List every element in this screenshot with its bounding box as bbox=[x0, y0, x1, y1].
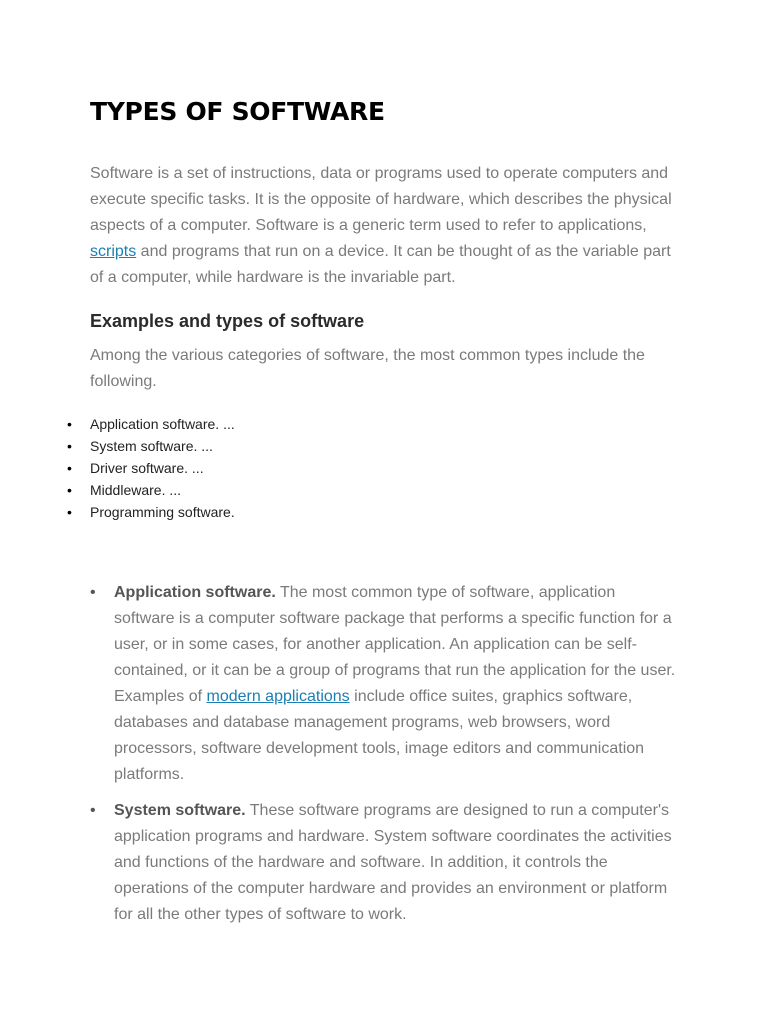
list-item bbox=[0, 479, 235, 501]
intro-paragraph bbox=[90, 161, 680, 291]
bullet-icon: • bbox=[90, 802, 96, 819]
bullet-icon: • bbox=[67, 504, 72, 520]
detail-text: These software programs are designed to run a computer's application programs and hardware. System software coordinates the activities and functions of the hardware and software. In addition, it controls the operations of the computer hardware and provides an environment or platform for all the other types of software to work. bbox=[114, 802, 672, 923]
detail-item-system-software bbox=[0, 798, 680, 928]
bullet-icon: • bbox=[67, 416, 72, 432]
section-heading: Examples and types of software bbox=[90, 311, 365, 331]
intro-text-after: and programs that run on a device. It can be thought of as the variable part of a computer, while hardware is the invariable part. bbox=[90, 243, 671, 286]
bullet-icon: • bbox=[67, 482, 72, 498]
bullet-icon: • bbox=[67, 438, 72, 454]
list-item-label: Application software. ... bbox=[90, 416, 235, 432]
list-item bbox=[0, 457, 235, 479]
intro-text-before: Software is a set of instructions, data or programs used to operate computers and execute specific tasks. It is the opposite of hardware, which describes the physical aspects of a computer. Software is a generic term used to refer to applications, bbox=[90, 165, 672, 234]
software-types-list bbox=[0, 413, 235, 523]
detail-text-before: The most common type of software, application software is a computer software package that performs a specific function for a user, or in some cases, for another application. An application can be self-contained, or it can be a group of programs that run the application for the user. Examples of bbox=[114, 584, 676, 705]
detail-item-application-software bbox=[0, 580, 680, 788]
software-details-list bbox=[0, 580, 680, 938]
bullet-icon: • bbox=[67, 460, 72, 476]
detail-term: System software. bbox=[114, 802, 246, 819]
list-item bbox=[0, 413, 235, 435]
scripts-link[interactable]: scripts bbox=[90, 243, 137, 260]
list-item-label: System software. ... bbox=[90, 438, 213, 454]
list-item-label: Programming software. bbox=[90, 504, 235, 520]
modern-applications-link[interactable]: modern applications bbox=[206, 688, 350, 705]
detail-term: Application software. bbox=[114, 584, 276, 601]
list-item-label: Middleware. ... bbox=[90, 482, 182, 498]
detail-text-after: include office suites, graphics software, databases and database management programs, web browsers, word processors, software development tools, image editors and communication platforms. bbox=[114, 688, 645, 783]
page-title: TYPES OF SOFTWARE bbox=[90, 97, 385, 126]
list-item-label: Driver software. ... bbox=[90, 460, 204, 476]
bullet-icon: • bbox=[90, 584, 96, 601]
lead-paragraph: Among the various categories of software, the most common types include the following. bbox=[90, 347, 645, 390]
list-item bbox=[0, 501, 235, 523]
list-item bbox=[0, 435, 235, 457]
